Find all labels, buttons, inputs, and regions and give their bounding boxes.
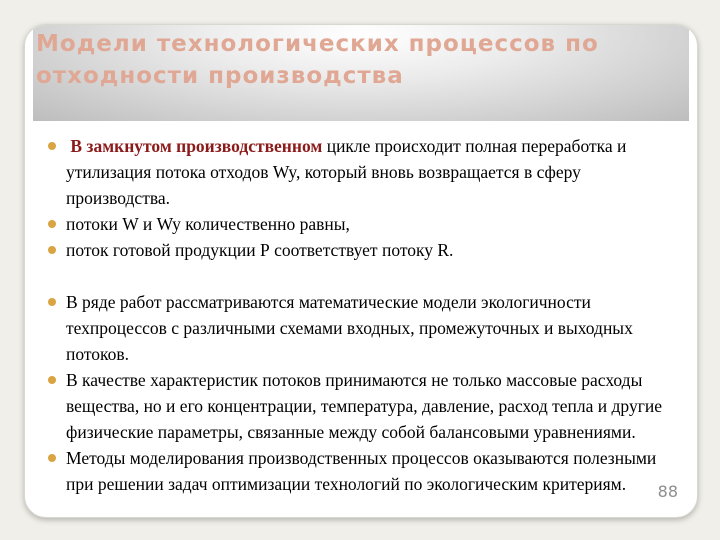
bullet-icon <box>48 220 56 228</box>
list-item-text: В ряде работ рассматриваются математические модели экологичности техпроцессов с различными схемами входных, промежуточных и выходных потоков. <box>66 292 633 364</box>
list-item <box>48 445 688 497</box>
bullet-icon <box>48 246 56 254</box>
accent-text: В замкнутом производственном <box>70 136 323 156</box>
list-item-text: В качестве характеристик потоков принимаются не только массовые расходы вещества, но и его концентрации, температура, давление, расход тепла и другие физические параметры, связанные между собой балансовыми уравнениями. <box>66 370 662 442</box>
bullet-icon <box>48 454 56 462</box>
bullet-icon <box>48 142 56 150</box>
list-item-text: потоки W и Wy количественно равны, <box>66 214 350 234</box>
slide-title: Модели технологических процессов по отходности производства <box>36 31 599 89</box>
page-number: 88 <box>657 482 678 501</box>
list-item <box>48 211 688 237</box>
list-item-text: поток готовой продукции Р соответствует потоку R. <box>66 240 454 260</box>
list-item <box>48 367 688 445</box>
list-item <box>48 289 688 367</box>
list-item-text: цикле происходит полная переработка и утилизация потока отходов Wy, который вновь возвращается в сферу производства. <box>66 136 627 208</box>
list-item-text: Методы моделирования производственных процессов оказываются полезными при решении задач оптимизации технологий по экологическим критериям. <box>66 448 657 494</box>
list-item <box>48 133 688 211</box>
list-item <box>48 237 688 263</box>
bullet-icon <box>48 376 56 384</box>
bullet-list <box>48 133 688 497</box>
bullet-icon <box>48 298 56 306</box>
